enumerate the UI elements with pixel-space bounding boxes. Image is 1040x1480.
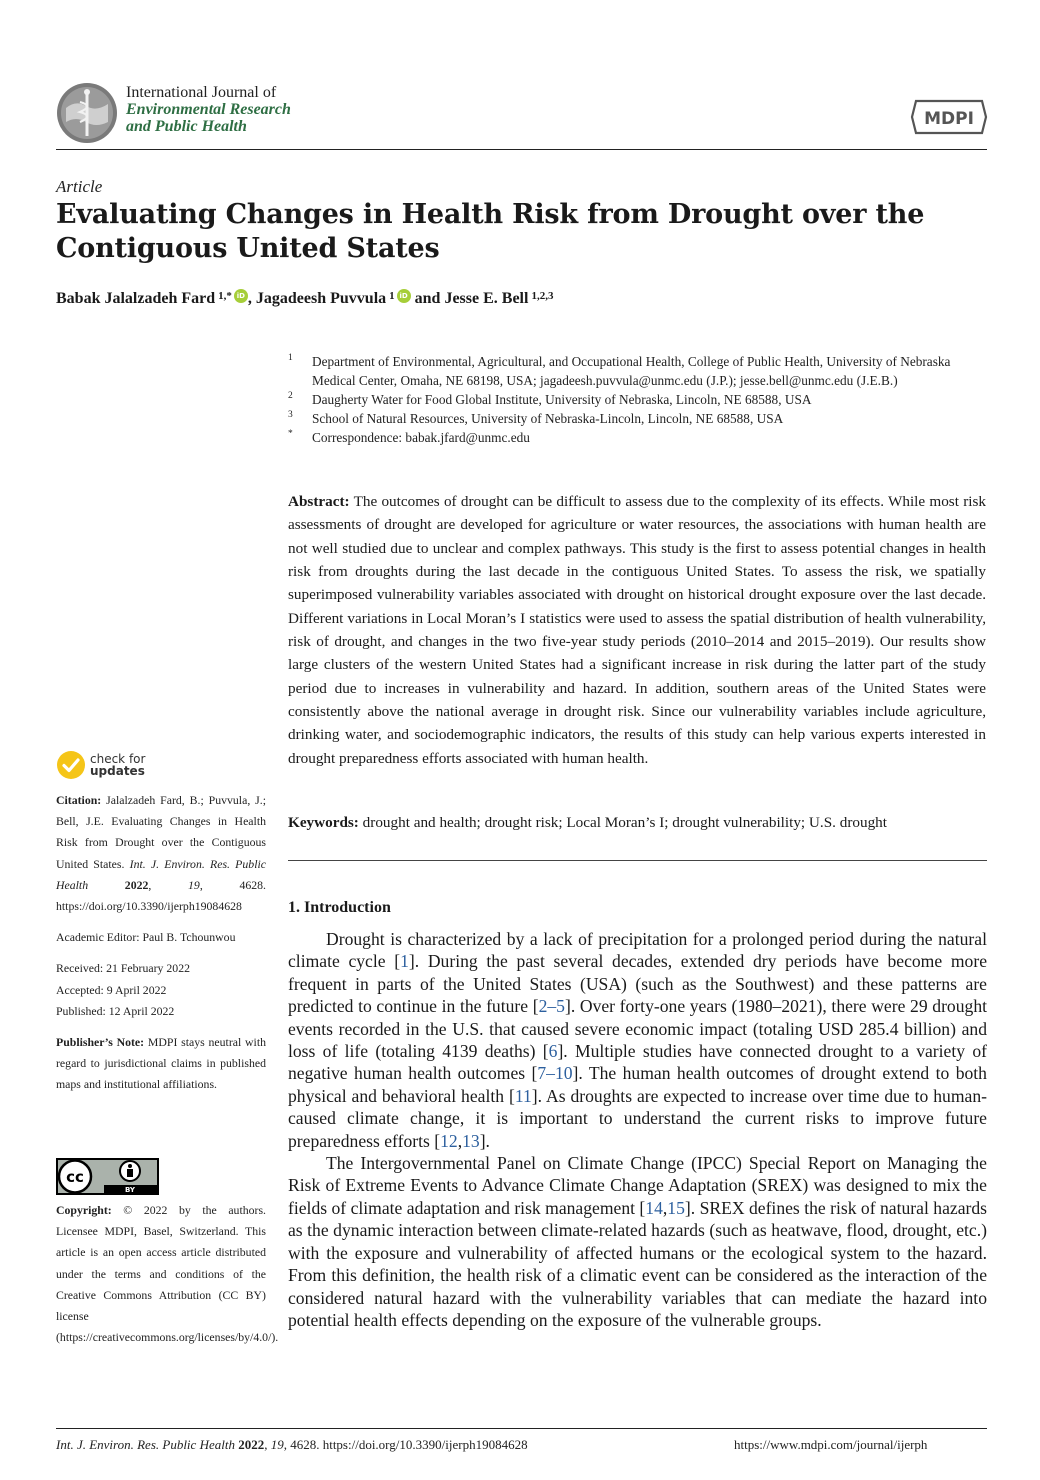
cc-by-license-icon[interactable] bbox=[56, 1158, 159, 1195]
paragraph-text: Drought is characterized by a lack of precipitation for a prolonged period during the natural climate cycle [ bbox=[288, 929, 987, 972]
check-updates-icon bbox=[56, 750, 86, 780]
paragraph-text: ]. Over forty-one years (1980–2021), there were 29 drought events recorded in the U.S. that caused severe economic impact (totaling USD 285.4 billion) and loss of life (totaling 4139 deaths) [ bbox=[288, 996, 988, 1062]
footer-citation: Int. J. Environ. Res. Public Health 2022, 19, 4628. https://doi.org/10.3390/ijerph19084628 bbox=[56, 1437, 528, 1452]
author-separator: , bbox=[247, 290, 256, 307]
accepted-date: Accepted: 9 April 2022 bbox=[56, 982, 167, 997]
reference-link[interactable]: 12 bbox=[440, 1130, 458, 1151]
sidebar bbox=[56, 790, 266, 1106]
check-for-updates-button[interactable] bbox=[56, 750, 145, 780]
introduction-body bbox=[288, 928, 987, 1331]
citation: Citation: Jalalzadeh Fard, B.; Puvvula, J.; Bell, J.E. Evaluating Changes in Health Risk from Drought over the Contiguous United States. Int. J. Environ. Res. Public Health 2022, 19, 4628. https://doi.org/10.3390/ijerph19084628 bbox=[56, 793, 267, 914]
header-divider bbox=[56, 149, 987, 150]
paragraph-text: ]. The human health outcomes of drought extend to both physical and behavioral health [ bbox=[288, 1063, 987, 1106]
affiliation-text: Department of Environmental, Agricultural, and Occupational Health, College of Public Health, University of Nebraska Medical Center, Omaha, NE 68198, USA; jagadeesh.puvvula@unmc.edu (J.P.); jesse.bell@unmc.edu (J.E.B.) bbox=[312, 354, 951, 388]
affiliation-number: 2 bbox=[288, 391, 293, 401]
reference-link[interactable]: 1 bbox=[400, 951, 409, 972]
check-updates-label bbox=[90, 753, 145, 777]
orcid-icon[interactable]: iD bbox=[397, 289, 411, 303]
cc-label: cc bbox=[66, 1168, 84, 1186]
author-name: Jagadeesh Puvvula bbox=[255, 290, 387, 307]
affiliation-text: School of Natural Resources, University of Nebraska-Lincoln, Lincoln, NE 68588, USA bbox=[312, 411, 784, 426]
citation-year: 2022 bbox=[124, 877, 149, 892]
mdpi-logo-text: MDPI bbox=[924, 109, 974, 129]
abstract-text: The outcomes of drought can be difficult to assess due to the complexity of its effects. While most risk assessments of drought are developed for agriculture or water resources, the associations with human health are not well studied due to unclear and complex pathways. This study is the first to assess potential changes in health risk from droughts during the last decade in the contiguous United States. To assess the risk, we spatially superimposed vulnerability variables associated with drought on historical drought exposure over the last decade. Different variations in Local Moran’s I statistics were used to assess the spatial distribution of health vulnerability, risk of drought, and changes in the two five-year study periods (2010–2014 and 2015–2019). Our results show large clusters of the western United States had a significant increase in risk during the latter part of the study period due to increases in vulnerability and hazard. In addition, southern areas of the United States were consistently above the national average in drought risk. Since our vulnerability variables include agriculture, drinking water, and sociodemographic indicators, the results of this study can help various experts interested in drought preparedness efforts associated with human health. bbox=[288, 493, 986, 767]
footer-doi-link[interactable]: , 4628. https://doi.org/10.3390/ijerph19084628 bbox=[283, 1437, 528, 1452]
author-affiliation-marker: 1,2,3 bbox=[531, 290, 554, 302]
orcid-icon[interactable]: iD bbox=[234, 289, 248, 303]
footer-journal-url[interactable]: https://www.mdpi.com/journal/ijerph bbox=[734, 1437, 928, 1452]
author-separator: and bbox=[410, 290, 445, 307]
paragraph-text: ]. SREX defines the risk of natural hazards as the dynamic interaction between climate-related hazards (such as heatwave, flood, drought, etc.) with the exposure and vulnerability of affected humans or the ecological system to the hazard. From this definition, the health risk of a climatic event can be considered as the interaction of the considered natural hazard with the vulnerability variables that can mediate the hazard into potential health effects depending on the exposure of the vulnerable groups. bbox=[288, 1197, 987, 1330]
author-list bbox=[56, 290, 553, 308]
publisher-note-text: MDPI stays neutral with regard to jurisdictional claims in published maps and institutional affiliations. bbox=[56, 1035, 267, 1092]
affiliation-item bbox=[288, 390, 988, 409]
affiliation-number: 3 bbox=[288, 410, 293, 420]
affiliation-number: * bbox=[288, 429, 293, 439]
publisher-note bbox=[56, 1032, 266, 1096]
publisher-note-label: Publisher’s Note: bbox=[56, 1035, 145, 1050]
abstract bbox=[288, 490, 986, 770]
paragraph-text: ]. Multiple studies have connected drought to a variety of negative human health outcomes [ bbox=[288, 1041, 987, 1084]
citation-text: Jalalzadeh Fard, B.; Puvvula, J.; Bell, J.E. Evaluating Changes in Health Risk from Drought over the Contiguous United States. bbox=[56, 793, 267, 871]
check-updates-line1: check for bbox=[90, 752, 146, 766]
journal-name bbox=[126, 84, 291, 135]
journal-name-line1: International Journal of bbox=[126, 84, 277, 101]
copyright-text: © 2022 by the authors. Licensee MDPI, Basel, Switzerland. This article is an open access article distributed under the terms and conditions of the Creative Commons Attribution (CC BY) license (https://creativecommons.org/licenses/by/4.0/). bbox=[56, 1203, 279, 1345]
affiliation-item bbox=[288, 428, 988, 447]
article-type: Article bbox=[56, 177, 103, 196]
paragraph-text: ]. bbox=[479, 1130, 490, 1151]
received-date: Received: 21 February 2022 bbox=[56, 961, 190, 976]
paragraph bbox=[288, 928, 987, 1152]
affiliation-item bbox=[288, 409, 988, 428]
check-updates-line2: updates bbox=[90, 764, 145, 778]
journal-name-line2: Environmental Research bbox=[126, 101, 291, 118]
citation-doi-link[interactable]: , 4628. https://doi.org/10.3390/ijerph19084628 bbox=[56, 877, 266, 914]
affiliation-number: 1 bbox=[288, 353, 293, 363]
reference-link[interactable]: 7–10 bbox=[537, 1063, 573, 1084]
paragraph bbox=[288, 1152, 987, 1331]
citation-volume: 19 bbox=[188, 877, 200, 892]
footer-journal: Int. J. Environ. Res. Public Health bbox=[56, 1437, 235, 1452]
footer-volume: 19 bbox=[270, 1437, 284, 1452]
academic-editor: Academic Editor: Paul B. Tchounwou bbox=[56, 930, 236, 945]
copyright-notice bbox=[56, 1200, 279, 1348]
cc-by-label: BY bbox=[124, 1186, 136, 1194]
citation-label: Citation: bbox=[56, 793, 102, 807]
paragraph-text: ]. During the past several decades, extended dry periods have become more frequent in parts of the United States (USA) (such as the Southwest) and these patterns are predicted to continue in the future [ bbox=[288, 951, 987, 1017]
reference-link[interactable]: 2–5 bbox=[538, 996, 565, 1017]
paragraph-text: , bbox=[662, 1197, 668, 1218]
reference-link[interactable]: 14 bbox=[645, 1197, 663, 1218]
section-divider bbox=[288, 860, 987, 861]
article-title: Evaluating Changes in Health Risk from Drought over the Contiguous United States bbox=[56, 199, 925, 264]
journal-logo bbox=[56, 82, 118, 144]
copyright-label: Copyright: bbox=[56, 1203, 112, 1217]
author-name: Babak Jalalzadeh Fard bbox=[56, 290, 216, 307]
reference-link[interactable]: 11 bbox=[514, 1085, 532, 1106]
citation-journal: Int. J. Environ. Res. Public Health bbox=[56, 856, 266, 892]
author-name: Jesse E. Bell bbox=[444, 290, 529, 307]
author-affiliation-marker: 1 bbox=[389, 290, 395, 302]
section-heading: 1. Introduction bbox=[288, 899, 391, 916]
reference-link[interactable]: 6 bbox=[548, 1041, 558, 1062]
published-date: Published: 12 April 2022 bbox=[56, 1003, 175, 1018]
affiliation-item bbox=[288, 352, 988, 390]
affiliation-list bbox=[288, 352, 988, 447]
reference-link[interactable]: 15 bbox=[667, 1197, 685, 1218]
abstract-label: Abstract: bbox=[288, 493, 350, 510]
keywords bbox=[288, 811, 986, 834]
keywords-text: drought and health; drought risk; Local Moran’s I; drought vulnerability; U.S. drought bbox=[362, 814, 887, 831]
paragraph-text: , bbox=[457, 1130, 463, 1151]
paragraph-text: The Intergovernmental Panel on Climate Change (IPCC) Special Report on Managing the Risk of Extreme Events to Advance Climate Change Adaptation (SREX) was designed to mix the fields of climate adaptation and risk management [ bbox=[288, 1153, 987, 1218]
author-affiliation-marker: 1,* bbox=[218, 290, 232, 302]
journal-name-line3: and Public Health bbox=[126, 118, 247, 135]
footer-year: 2022 bbox=[238, 1437, 265, 1452]
reference-link[interactable]: 13 bbox=[462, 1130, 480, 1151]
affiliation-text: Daugherty Water for Food Global Institute, University of Nebraska, Lincoln, NE 68588, USA bbox=[312, 392, 812, 407]
mdpi-logo bbox=[910, 97, 988, 137]
paragraph-text: ]. As droughts are expected to increase over time due to human-caused climate change, it is important to understand the current risks to improve future preparedness efforts [ bbox=[288, 1085, 987, 1151]
footer-divider bbox=[56, 1428, 987, 1429]
keywords-label: Keywords: bbox=[288, 814, 359, 831]
affiliation-text: Correspondence: babak.jfard@unmc.edu bbox=[312, 430, 530, 445]
